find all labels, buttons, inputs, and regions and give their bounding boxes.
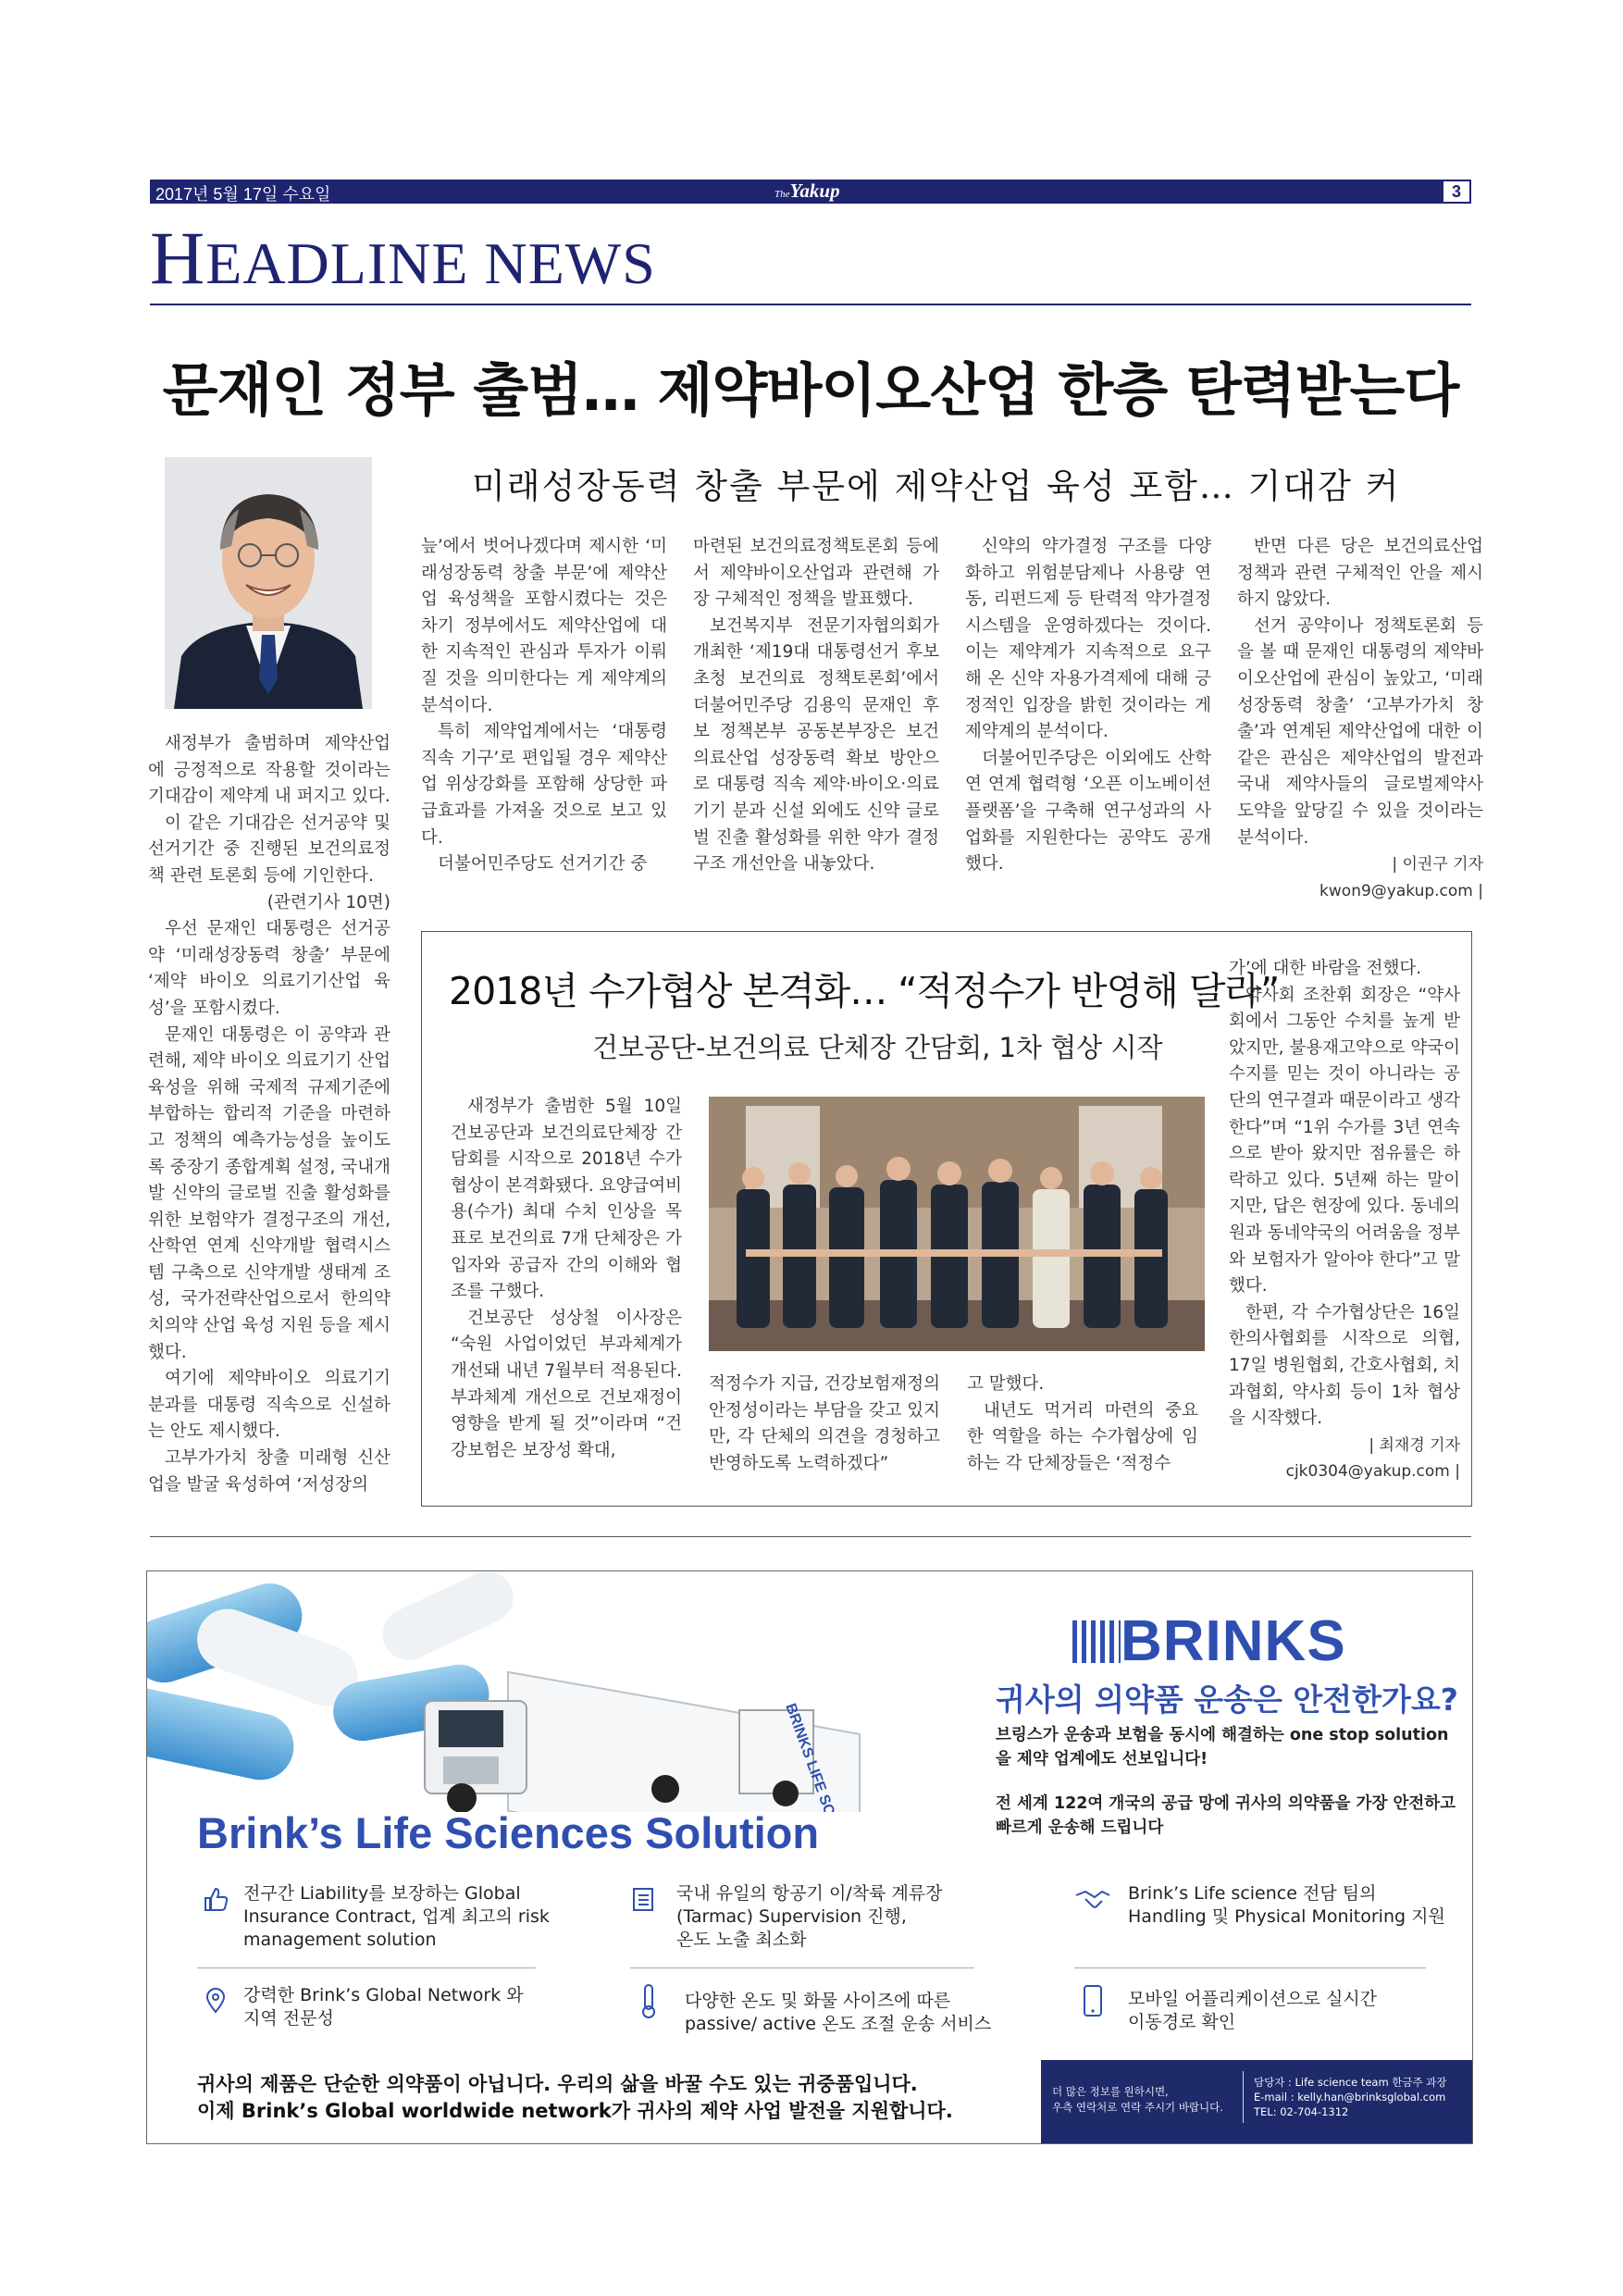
main-headline: 문재인 정부 출범… 제약바이오산업 한층 탄력받는다 bbox=[162, 356, 1459, 424]
section-divider bbox=[150, 304, 1471, 305]
meeting-photo bbox=[709, 1097, 1205, 1351]
contact-divider bbox=[1243, 2071, 1244, 2123]
feature-mobile: 모바일 어플리케이션으로 실시간 이동경로 확인 bbox=[1128, 1989, 1378, 2032]
logo-stripes-icon bbox=[1072, 1620, 1121, 1663]
box-headline: 2018년 수가협상 본격화… “적정수가 반영해 달라” bbox=[449, 969, 1280, 1013]
feature-temperature: 다양한 온도 및 화물 사이즈에 따른 passive/ active 온도 조절 운송 서비스 bbox=[685, 1991, 992, 2034]
thumbs-up-icon bbox=[203, 1886, 229, 1912]
feature-network: 강력한 Brink’s Global Network 와 지역 전문성 bbox=[243, 1985, 524, 2029]
thermometer-icon bbox=[636, 1983, 662, 2018]
handshake-icon bbox=[1074, 1886, 1111, 1912]
main-article-column-2: 늪’에서 벗어나겠다며 제시한 ‘미래성장동력 창출 부문’에 제약산업 육성책을 포함시켰다는 것은 차기 정부에서도 제약산업에 대한 지속적인 관심과 투자가 이뤄질 것을 의미한다는 게 제약계의 분석이다. 특히 제약업계에서는 ‘대통령 직속 기구’로 편입될 경우 제약산업 위상강화를 포함해 상당한 파급효과를 가져올 것으로 보고 있다. 더불어민주당도 선거기간 중 bbox=[421, 537, 667, 875]
main-article-column-3: 마련된 보건의료정책토론회 등에서 제약바이오산업과 관련해 가장 구체적인 정책을 발표했다. 보건복지부 전문기자협의회가 개최한 ‘제19대 대통령선거 후보 초청 보건의료 정책토론회’에서 더불어민주당 김용익 문재인 후보 정책본부 공동본부장은 보건의료산업 성장동력 확보 방안으로 대통령 직속 제약·바이오·의료기기 분과 신설 외에도 신약 글로벌 진출 활성화를 위한 약가 결정구조 개선안을 내놓았다. bbox=[693, 537, 939, 875]
box-article-column-2: 적정수가 지급, 건강보험재정의 안정성이라는 부담을 갖고 있지만, 각 단체의 의견을 경청하고 반영하도록 노력하겠다” bbox=[709, 1374, 940, 1473]
president-portrait bbox=[165, 457, 372, 709]
feature-separator bbox=[1074, 1967, 1426, 1968]
contact-panel bbox=[1041, 2060, 1472, 2143]
contact-details: 담당자 : Life science team 한금주 과장 E-mail : kelly.han@brinksglobal.com TEL: 02-704-1312 bbox=[1254, 2076, 1447, 2118]
feature-separator bbox=[197, 1967, 536, 1968]
feature-handling: Brink’s Life science 전담 팀의 Handling 및 Physical Monitoring 지원 bbox=[1128, 1883, 1445, 1927]
ad-divider bbox=[150, 1536, 1471, 1537]
contact-prompt: 더 많은 정보를 원하시면, 우측 연락처로 연락 주시기 바랍니다. bbox=[1052, 2085, 1223, 2114]
location-pin-icon bbox=[203, 1988, 229, 2014]
checklist-icon bbox=[630, 1886, 656, 1912]
brand-logo: TheYakup bbox=[774, 180, 840, 202]
section-title: HEADLINE NEWS bbox=[150, 216, 656, 300]
feature-liability: 전구간 Liability를 보장하는 Global Insurance Contract, 업계 최고의 risk management solution bbox=[243, 1883, 550, 1950]
brinks-logo: BRINKS bbox=[1072, 1608, 1346, 1674]
main-byline: | 이권구 기자 kwon9@yakup.com | bbox=[1319, 855, 1483, 900]
mobile-app-icon bbox=[1080, 1984, 1106, 2017]
main-article-column-5: 반면 다른 당은 보건의료산업 정책과 관련 구체적인 안을 제시하지 않았다. 선거 공약이나 정책토론회 등을 볼 때 문재인 대통령의 제약바이오산업에 관심이 높았고, ‘미래성장동력 창출’ ‘고부가가치 창출’과 연계된 제약산업에 대한 이 같은 관심은 제약산업의 발전과 국내 제약사들의 글로벌제약사 도약을 앞당길 수 있을 것이라는 분석이다. | 이권구 기자 kwon9@yakup.com | bbox=[1237, 534, 1483, 904]
ad-title: Brink’s Life Sciences Solution bbox=[197, 1808, 820, 1857]
box-subheadline: 건보공단-보건의료 단체장 간담회, 1차 협상 시작 bbox=[592, 1032, 1163, 1063]
main-subheadline: 미래성장동력 창출 부문에 제약산업 육성 포함… 기대감 커 bbox=[472, 466, 1401, 506]
main-article-column-1: 새정부가 출범하며 제약산업에 긍정적으로 작용할 것이라는 기대감이 제약계 내 퍼지고 있다. 이 같은 기대감은 선거공약 및 선거기간 중 진행된 보건의료정책 관련 토론회 등에 기인한다. (관련기사 10면) 우선 문재인 대통령은 선거공약 ‘미래성장동력 창출’ 부문에 ‘제약 바이오 의료기기산업 육성’을 포함시켰다. 문재인 대통령은 이 공약과 관련해, 제약 바이오 의료기기 산업 육성을 위해 국제적 규제기준에 부합하는 합리적 기준을 마련하고 정책의 예측가능성을 높이도록 중장기 종합계획 설정, 국내개발 신약의 글로벌 진출 활성화를 위한 보험약가 결정구조의 개선, 산학연 연계 신약개발 협력시스템 구축으로 신약개발 생태계 조성, 국가전략산업으로서 한의약 치의약 산업 육성 지원 등을 제시했다. 여기에 제약바이오 의료기기 분과를 대통령 직속으로 신설하는 안도 제시했다. 고부가가치 창출 미래형 신산업을 발굴 육성하여 ‘저성장의 bbox=[148, 734, 390, 1495]
page-number: 3 bbox=[1442, 180, 1471, 204]
box-article-column-3: 고 말했다. 내년도 먹거리 마련의 중요한 역할을 하는 수가협상에 임하는 각 단체장들은 ‘적정수 bbox=[967, 1374, 1198, 1473]
brinks-advertisement bbox=[146, 1570, 1473, 2144]
box-byline: | 최재경 기자 cjk0304@yakup.com | bbox=[1285, 1435, 1460, 1482]
issue-date: 2017년 5월 17일 수요일 bbox=[155, 185, 331, 204]
main-article-column-4: 신약의 약가결정 구조를 다양화하고 위험분담제나 사용량 연동, 리펀드제 등 탄력적 약가결정 시스템을 운영하겠다는 것이다. 이는 제약계가 지속적으로 요구해 온 신약 자용가격제에 대해 긍정적인 입장을 밝힌 것이라는 게 제약계의 분석이다. 더불어민주당은 이외에도 산학연 연계 협력형 ‘오픈 이노베이션 플랫폼’을 구축해 연구성과의 사업화를 지원한다는 공약도 공개했다. bbox=[965, 537, 1211, 875]
ad-intro: 브링스가 운송과 보험을 동시에 해결하는 one stop solution 을 제약 업계에도 선보입니다! 전 세계 122여 개국의 공급 망에 귀사의 의약품을 가장 안전하고 빠르게 운송해 드립니다 bbox=[996, 1726, 1456, 1837]
ad-question: 귀사의 의약품 운송은 안전한가요? bbox=[996, 1682, 1458, 1718]
ad-closing: 귀사의 제품은 단순한 의약품이 아닙니다. 우리의 삶을 바꿀 수도 있는 귀중품입니다. 이제 Brink’s Global worldwide network가 귀사의 제약 사업 발전을 지원합니다. bbox=[197, 2073, 953, 2122]
box-article-column-1: 새정부가 출범한 5월 10일 건보공단과 보건의료단체장 간담회를 시작으로 2018년 수가협상이 본격화됐다. 요양급여비용(수가) 최대 수치 인상을 목표로 보건의료 7개 단체장은 가입자와 공급자 간의 이해와 협조를 구했다. 건보공단 성상철 이사장은 “숙원 사업이었던 부과체계가 개선돼 내년 7월부터 적용된다. 부과체계 개선으로 건보재정이 영향을 받게 될 것”이라며 “건강보험은 보장성 확대, bbox=[451, 1097, 682, 1460]
capsule-truck-illustration bbox=[147, 1571, 906, 1812]
related-article-ref: (관련기사 10면) bbox=[266, 892, 390, 912]
feature-tarmac: 국내 유일의 항공기 이/착륙 계류장 (Tarmac) Supervision 진행, 온도 노출 최소화 bbox=[676, 1883, 943, 1950]
header-bar bbox=[150, 180, 1471, 204]
feature-separator bbox=[630, 1967, 974, 1968]
box-article-column-4: 가’에 대한 바람을 전했다. 약사회 조찬휘 회장은 “약사회에서 그동안 수치를 높게 받았지만, 불용재고약으로 약국이 수지를 믿는 것이 아니라는 공단의 연구결과 때문이라고 생각한다”며 “1위 수가를 3년 연속으로 받아 왔지만 점유률은 하락하고 있다. 5년째 하는 말이지만, 답은 현장에 있다. 동네의원과 동네약국의 어려움을 정부와 보험자가 알아야 한다”고 말했다. 한편, 각 수가협상단은 16일 한의사협회를 시작으로 의협, 17일 병원협회, 간호사협회, 치과협회, 약사회 등이 1차 협상을 시작했다. | 최재경 기자 cjk0304@yakup.com | bbox=[1229, 956, 1460, 1485]
